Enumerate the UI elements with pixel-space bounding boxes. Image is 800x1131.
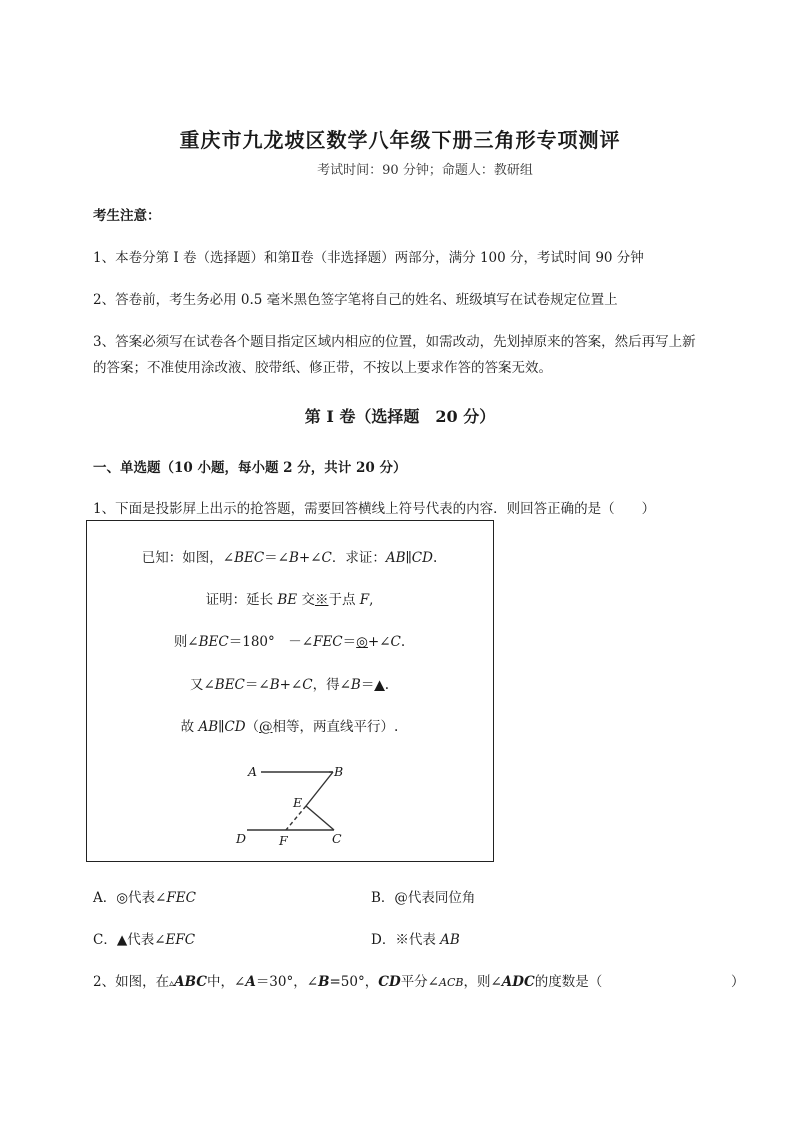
question-2-bracket-close: ） xyxy=(731,974,745,990)
label-d: D xyxy=(236,831,247,846)
box-line-proof-1: 证明：延长 BE 交※于点 F, xyxy=(205,592,374,608)
exam-info: 考试时间：90 分钟；命题人：教研组 xyxy=(317,163,533,178)
label-a: A xyxy=(248,764,258,779)
geometry-figure xyxy=(227,761,367,851)
option-b[interactable]: B．@代表同位角 xyxy=(371,890,476,906)
box-line-proof-3: 又∠BEC＝∠B+∠C，得∠B＝▲. xyxy=(189,677,390,693)
notice-1: 1、本卷分第 I 卷（选择题）和第Ⅱ卷（非选择题）两部分，满分 100 分，考试时间 90 分钟 xyxy=(93,250,644,266)
label-f: F xyxy=(279,833,288,848)
section-title: 第 I 卷（选择题 20 分） xyxy=(304,407,496,426)
box-line-conclusion: 故 AB∥CD（@相等，两直线平行）. xyxy=(180,719,399,735)
segment-be xyxy=(306,772,333,806)
label-c: C xyxy=(332,831,342,846)
notice-heading: 考生注意： xyxy=(93,208,161,224)
notice-3-cont: 的答案；不准使用涂改液、胶带纸、修正带，不按以上要求作答的答案无效。 xyxy=(93,360,552,376)
option-a[interactable]: A．◎代表∠FEC xyxy=(93,890,196,906)
label-e: E xyxy=(293,795,303,810)
notice-2: 2、答卷前，考生务必用 0.5 毫米黑色签字笔将自己的姓名、班级填写在试卷规定位置上 xyxy=(93,292,618,308)
label-b: B xyxy=(334,764,344,779)
question-1-stem: 1、下面是投影屏上出示的抢答题，需要回答横线上符号代表的内容．则回答正确的是（ ） xyxy=(93,501,656,517)
box-line-given: 已知：如图，∠BEC＝∠B+∠C．求证：AB∥CD. xyxy=(141,550,438,566)
page-title: 重庆市九龙坡区数学八年级下册三角形专项测评 xyxy=(179,128,621,152)
box-line-proof-2: 则∠BEC＝180° －∠FEC＝◎+∠C. xyxy=(173,634,406,650)
option-c[interactable]: C．▲代表∠EFC xyxy=(93,932,196,948)
part-heading: 一、单选题（10 小题，每小题 2 分，共计 20 分） xyxy=(93,460,407,476)
segment-ec xyxy=(306,806,334,830)
question-2-stem: 2、如图，在▵ABC中，∠A＝30°，∠B=50°，CD平分∠ACB，则∠ADC的度数是（ xyxy=(93,974,603,990)
projection-screen-box xyxy=(86,520,494,862)
notice-3: 3、答案必须写在试卷各个题目指定区域内相应的位置，如需改动，先划掉原来的答案，然后再写上新 xyxy=(93,334,696,350)
option-d[interactable]: D．※代表 AB xyxy=(371,932,460,948)
